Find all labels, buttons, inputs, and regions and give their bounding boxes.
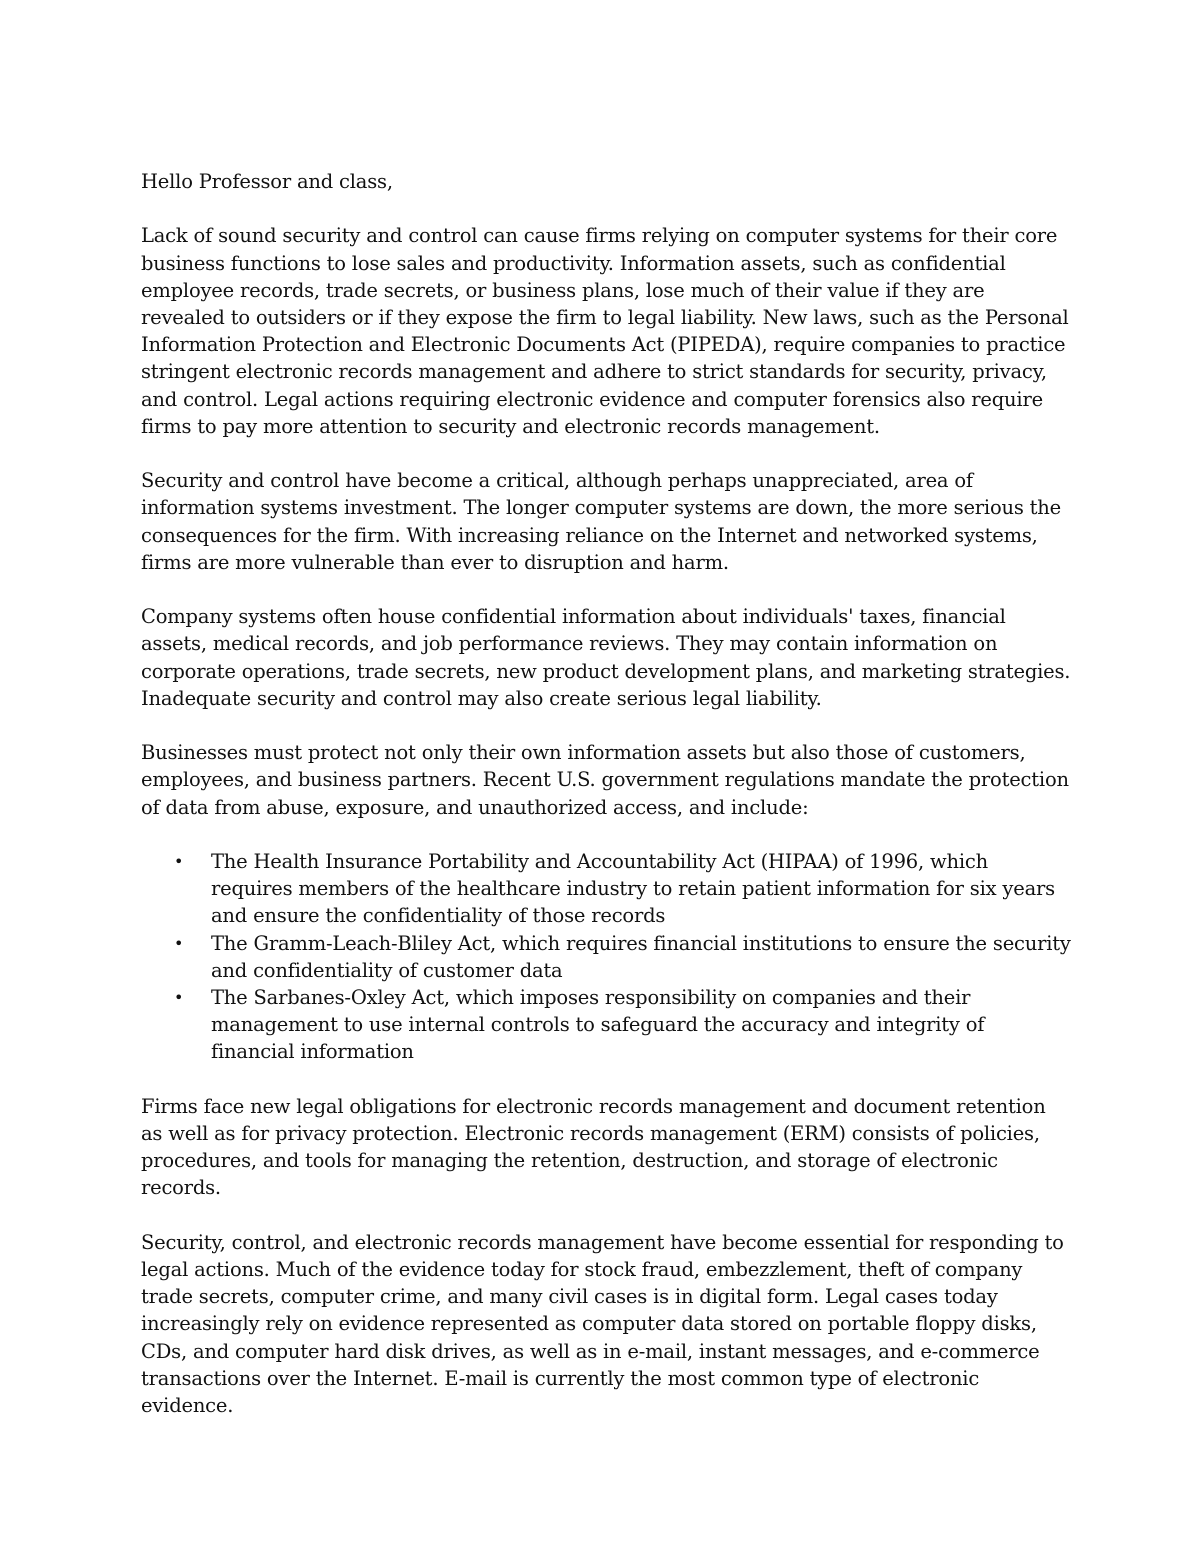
paragraph-legal-evidence: Security, control, and electronic records management have become essential for responding to legal actions. Much of the evidence today for stock fraud, embezzlement, theft of company trade secrets, computer crime, and many civil cases is in digital form. Legal cases today increasingly rely on evidence represented as computer data stored on portable floppy disks, CDs, and computer hard disk drives, as well as in e-mail, instant messages, and e-commerce transactions over the Internet. E-mail is currently the most common type of electronic evidence. [141,1230,1064,1418]
regulations-list [141,848,1071,1066]
bullet-icon: • [174,988,184,1008]
list-item [141,984,1071,1066]
list-item [141,930,1071,984]
paragraph-confidential-information: Company systems often house confidential information about individuals' taxes, financial assets, medical records, and job performance reviews. They may contain information on corporate operations, trade secrets, new product development plans, and marketing strategies. Inadequate security and control may also create serious legal liability. [141,605,1071,710]
greeting: Hello Professor and class, [141,170,393,193]
bullet-icon: • [174,852,184,871]
bullet-icon: • [174,933,184,953]
list-item [141,848,1071,930]
document-page [141,168,1071,1446]
paragraph-erm: Firms face new legal obligations for electronic records management and document retention as well as for privacy protection. Electronic records management (ERM) consists of policies, procedures, and tools for managing the retention, destruction, and storage of electronic records. [141,1094,1046,1200]
list-item-text: The Gramm-Leach-Bliley Act, which requires financial institutions to ensure the security and confidentiality of customer data [211,931,1071,982]
paragraph-security-control-loss: Lack of sound security and control can cause firms relying on computer systems for their core business functions to lose sales and productivity. Information assets, such as confidential employee records, trade secrets, or business plans, lose much of their value if they are revealed to outsiders or if they expose the firm to legal liability. New laws, such as the Personal Information Protection and Electronic Documents Act (PIPEDA), require companies to practice stringent electronic records management and adhere to strict standards for security, privacy, and control. Legal actions requiring electronic evidence and computer forensics also require firms to pay more attention to security and electronic records management. [141,224,1069,438]
paragraph-security-investment: Security and control have become a critical, although perhaps unappreciated, area of information systems investment. The longer computer systems are down, the more serious the consequences for the firm. With increasing reliance on the Internet and networked systems, firms are more vulnerable than ever to disruption and harm. [141,469,1061,574]
paragraph-regulations-intro: Businesses must protect not only their own information assets but also those of customers, employees, and business partners. Recent U.S. government regulations mandate the protection of data from abuse, exposure, and unauthorized access, and include: [141,741,1069,819]
list-item-text: The Sarbanes-Oxley Act, which imposes responsibility on companies and their management to use internal controls to safeguard the accuracy and integrity of financial information [211,986,985,1064]
list-item-text: The Health Insurance Portability and Accountability Act (HIPAA) of 1996, which requires members of the healthcare industry to retain patient information for six years and ensure the confidentiality of those records [211,850,1055,928]
